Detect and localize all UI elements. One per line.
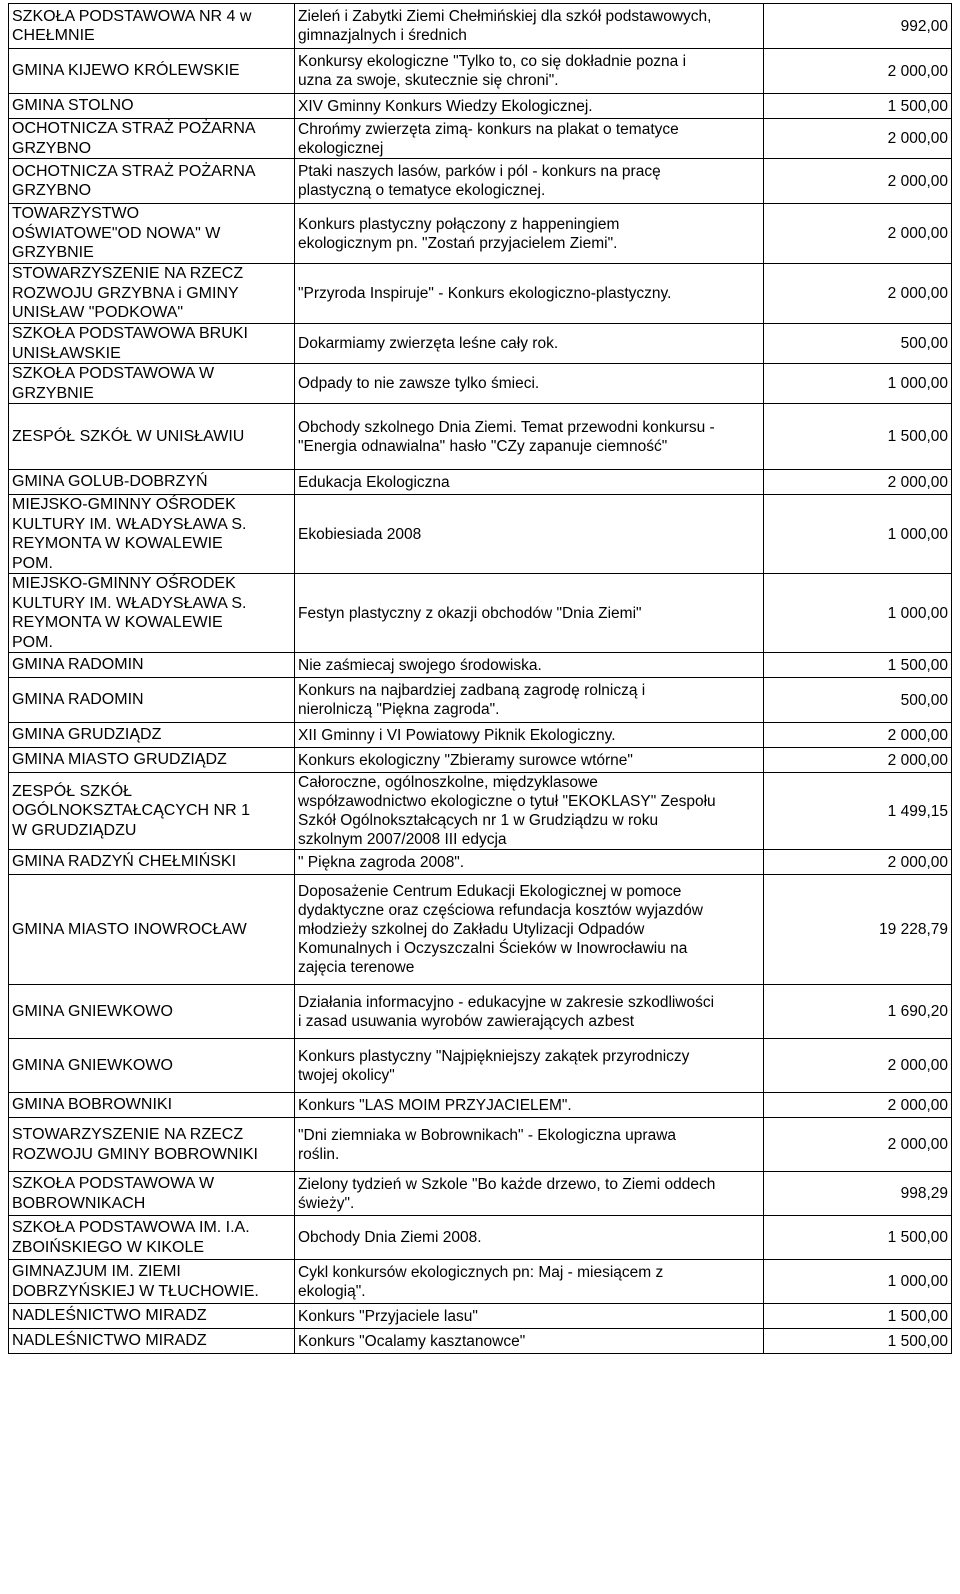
table-row bbox=[9, 1118, 952, 1172]
project-cell bbox=[295, 204, 764, 264]
project-cell-text: Konkurs plastyczny "Najpiękniejszy zakątek przyrodniczy twojej okolicy" bbox=[298, 1047, 690, 1084]
project-cell-text: Konkursy ekologiczne "Tylko to, co się dokładnie pozna i uzna za swoje, skutecznie się chroni". bbox=[298, 53, 687, 89]
project-cell-text: Konkurs plastyczny połączony z happeningiem ekologicznym pn. "Zostań przyjacielem Ziemi". bbox=[298, 215, 620, 252]
project-cell-text: Konkurs "LAS MOIM PRZYJACIELEM". bbox=[298, 1096, 572, 1114]
organization-cell-text: MIEJSKO-GMINNY OŚRODEK KULTURY IM. WŁADYSŁAWA S. REYMONTA W KOWALEWIE POM. bbox=[12, 575, 247, 651]
amount-cell bbox=[764, 364, 952, 404]
amount-cell-text: 1 500,00 bbox=[887, 97, 948, 115]
grants-table bbox=[8, 3, 952, 1354]
organization-cell-text: GMINA MIASTO INOWROCŁAW bbox=[12, 920, 247, 938]
amount-cell-text: 2 000,00 bbox=[887, 1136, 948, 1153]
project-cell-text: Ptaki naszych lasów, parków i pól - konkurs na pracę plastyczną o tematyce ekologicznej. bbox=[298, 163, 661, 199]
table-row bbox=[9, 748, 952, 773]
grants-document bbox=[8, 3, 952, 1354]
amount-cell-text: 1 000,00 bbox=[887, 1273, 948, 1290]
organization-cell bbox=[9, 404, 295, 470]
project-cell-text: " Piękna zagroda 2008". bbox=[298, 853, 465, 871]
amount-cell-text: 2 000,00 bbox=[887, 172, 948, 190]
organization-cell-text: SZKOŁA PODSTAWOWA W BOBROWNIKACH bbox=[12, 1175, 215, 1212]
project-cell bbox=[295, 1216, 764, 1260]
project-cell-text: Edukacja Ekologiczna bbox=[298, 473, 450, 491]
amount-cell bbox=[764, 1260, 952, 1304]
organization-cell bbox=[9, 773, 295, 850]
table-row bbox=[9, 1039, 952, 1093]
project-cell bbox=[295, 119, 764, 159]
amount-cell bbox=[764, 495, 952, 574]
project-cell-text: Obchody Dnia Ziemi 2008. bbox=[298, 1229, 482, 1246]
amount-cell-text: 2 000,00 bbox=[887, 726, 948, 744]
organization-cell bbox=[9, 1216, 295, 1260]
amount-cell-text: 1 000,00 bbox=[887, 375, 948, 392]
amount-cell bbox=[764, 324, 952, 364]
grants-table-body bbox=[9, 4, 952, 1354]
project-cell bbox=[295, 470, 764, 495]
organization-cell bbox=[9, 653, 295, 678]
project-cell bbox=[295, 1093, 764, 1118]
amount-cell-text: 1 499,15 bbox=[887, 802, 948, 820]
organization-cell-text: SZKOŁA PODSTAWOWA IM. I.A. ZBOIŃSKIEGO W KIKOLE bbox=[12, 1219, 250, 1256]
amount-cell bbox=[764, 1216, 952, 1260]
organization-cell-text: NADLEŚNICTWO MIRADZ bbox=[12, 1307, 207, 1325]
organization-cell bbox=[9, 985, 295, 1039]
amount-cell-text: 2 000,00 bbox=[887, 1057, 948, 1074]
project-cell-text: XII Gminny i VI Powiatowy Piknik Ekologiczny. bbox=[298, 726, 616, 744]
amount-cell bbox=[764, 404, 952, 470]
amount-cell bbox=[764, 4, 952, 49]
organization-cell bbox=[9, 495, 295, 574]
amount-cell-text: 1 500,00 bbox=[887, 1332, 948, 1350]
amount-cell-text: 1 000,00 bbox=[887, 604, 948, 622]
organization-cell bbox=[9, 1329, 295, 1354]
amount-cell bbox=[764, 574, 952, 653]
project-cell-text: Zielony tydzień w Szkole "Bo każde drzewo, to Ziemi oddech świeży". bbox=[298, 1175, 716, 1212]
project-cell bbox=[295, 678, 764, 723]
project-cell-text: XIV Gminny Konkurs Wiedzy Ekologicznej. bbox=[298, 97, 593, 115]
amount-cell bbox=[764, 1093, 952, 1118]
project-cell bbox=[295, 49, 764, 94]
organization-cell bbox=[9, 1093, 295, 1118]
project-cell-text: Działania informacyjno - edukacyjne w zakresie szkodliwości i zasad usuwania wyrobów zawierających azbest bbox=[298, 993, 715, 1030]
project-cell-text: Całoroczne, ogólnoszkolne, międzyklasowe współzawodnictwo ekologiczne o tytuł "EKOKLASY" Zespołu Szkół Ogólnokształcących nr 1 w Grudziądzu w roku szkolnym 2007/2008 III edycja bbox=[298, 774, 716, 848]
organization-cell bbox=[9, 159, 295, 204]
amount-cell-text: 1 500,00 bbox=[887, 428, 948, 445]
amount-cell-text: 1 000,00 bbox=[887, 525, 948, 543]
project-cell bbox=[295, 495, 764, 574]
project-cell bbox=[295, 4, 764, 49]
table-row bbox=[9, 364, 952, 404]
amount-cell-text: 2 000,00 bbox=[887, 225, 948, 242]
table-row bbox=[9, 1216, 952, 1260]
project-cell bbox=[295, 875, 764, 985]
project-cell-text: Doposażenie Centrum Edukacji Ekologicznej w pomoce dydaktyczne oraz częściowa refundacja kosztów wyjazdów młodzieży szkolnej do Zakładu Utylizacji Odpadów Komunalnych i Oczyszczalni Ścieków w Inowrocławiu na zajęcia terenowe bbox=[298, 883, 703, 976]
project-cell bbox=[295, 94, 764, 119]
table-row bbox=[9, 773, 952, 850]
amount-cell-text: 2 000,00 bbox=[887, 130, 948, 147]
project-cell-text: Ekobiesiada 2008 bbox=[298, 525, 422, 543]
amount-cell bbox=[764, 850, 952, 875]
amount-cell bbox=[764, 1172, 952, 1216]
project-cell-text: Zieleń i Zabytki Ziemi Chełmińskiej dla szkół podstawowych, gimnazjalnych i średnich bbox=[298, 8, 712, 44]
project-cell-text: Konkurs "Ocalamy kasztanowce" bbox=[298, 1332, 526, 1350]
table-row bbox=[9, 49, 952, 94]
amount-cell bbox=[764, 119, 952, 159]
amount-cell bbox=[764, 94, 952, 119]
table-row bbox=[9, 1093, 952, 1118]
organization-cell-text: GMINA GNIEWKOWO bbox=[12, 1002, 173, 1020]
table-row bbox=[9, 678, 952, 723]
table-row bbox=[9, 470, 952, 495]
organization-cell-text: STOWARZYSZENIE NA RZECZ ROZWOJU GRZYBNA i GMINY UNISŁAW "PODKOWA" bbox=[12, 265, 244, 322]
project-cell bbox=[295, 159, 764, 204]
organization-cell-text: GMINA STOLNO bbox=[12, 97, 134, 115]
project-cell bbox=[295, 1118, 764, 1172]
organization-cell bbox=[9, 324, 295, 364]
organization-cell-text: GIMNAZJUM IM. ZIEMI DOBRZYŃSKIEJ W TŁUCHOWIE. bbox=[12, 1263, 259, 1300]
project-cell-text: Konkurs ekologiczny "Zbieramy surowce wtórne" bbox=[298, 751, 633, 769]
table-row bbox=[9, 723, 952, 748]
organization-cell bbox=[9, 1118, 295, 1172]
organization-cell-text: SZKOŁA PODSTAWOWA W GRZYBNIE bbox=[12, 365, 215, 402]
organization-cell bbox=[9, 470, 295, 495]
organization-cell-text: GMINA GRUDZIĄDZ bbox=[12, 726, 162, 744]
project-cell bbox=[295, 985, 764, 1039]
table-row bbox=[9, 159, 952, 204]
organization-cell-text: OCHOTNICZA STRAŻ POŻARNA GRZYBNO bbox=[12, 162, 256, 199]
project-cell bbox=[295, 1260, 764, 1304]
organization-cell bbox=[9, 364, 295, 404]
project-cell bbox=[295, 404, 764, 470]
project-cell bbox=[295, 364, 764, 404]
table-row bbox=[9, 204, 952, 264]
table-row bbox=[9, 1329, 952, 1354]
table-row bbox=[9, 1260, 952, 1304]
project-cell-text: Konkurs na najbardziej zadbaną zagrodę rolniczą i nierolniczą "Piękna zagroda". bbox=[298, 682, 646, 718]
amount-cell-text: 2 000,00 bbox=[887, 1096, 948, 1114]
organization-cell-text: TOWARZYSTWO OŚWIATOWE"OD NOWA" W GRZYBNIE bbox=[12, 205, 221, 262]
project-cell bbox=[295, 264, 764, 324]
amount-cell bbox=[764, 748, 952, 773]
organization-cell-text: SZKOŁA PODSTAWOWA NR 4 w CHEŁMNIE bbox=[12, 7, 252, 44]
table-row bbox=[9, 1172, 952, 1216]
project-cell bbox=[295, 748, 764, 773]
project-cell bbox=[295, 1172, 764, 1216]
amount-cell-text: 2 000,00 bbox=[887, 853, 948, 871]
organization-cell-text: GMINA RADOMIN bbox=[12, 656, 144, 674]
table-row bbox=[9, 4, 952, 49]
amount-cell-text: 992,00 bbox=[900, 17, 948, 35]
amount-cell bbox=[764, 1039, 952, 1093]
table-row bbox=[9, 94, 952, 119]
amount-cell-text: 1 500,00 bbox=[887, 1229, 948, 1246]
organization-cell-text: SZKOŁA PODSTAWOWA BRUKI UNISŁAWSKIE bbox=[12, 325, 248, 362]
amount-cell bbox=[764, 985, 952, 1039]
amount-cell bbox=[764, 49, 952, 94]
organization-cell bbox=[9, 49, 295, 94]
project-cell bbox=[295, 324, 764, 364]
amount-cell bbox=[764, 1304, 952, 1329]
organization-cell-text: GMINA GOLUB-DOBRZYŃ bbox=[12, 473, 208, 491]
project-cell bbox=[295, 1304, 764, 1329]
organization-cell bbox=[9, 264, 295, 324]
amount-cell-text: 1 690,20 bbox=[887, 1003, 948, 1020]
project-cell-text: "Przyroda Inspiruje" - Konkurs ekologiczno-plastyczny. bbox=[298, 285, 672, 302]
organization-cell bbox=[9, 574, 295, 653]
organization-cell-text: MIEJSKO-GMINNY OŚRODEK KULTURY IM. WŁADYSŁAWA S. REYMONTA W KOWALEWIE POM. bbox=[12, 496, 247, 572]
organization-cell bbox=[9, 875, 295, 985]
table-row bbox=[9, 495, 952, 574]
project-cell bbox=[295, 723, 764, 748]
project-cell bbox=[295, 773, 764, 850]
project-cell bbox=[295, 574, 764, 653]
amount-cell bbox=[764, 678, 952, 723]
project-cell bbox=[295, 850, 764, 875]
amount-cell-text: 2 000,00 bbox=[887, 62, 948, 80]
organization-cell-text: GMINA BOBROWNIKI bbox=[12, 1096, 173, 1114]
organization-cell-text: GMINA RADZYŃ CHEŁMIŃSKI bbox=[12, 853, 237, 871]
table-row bbox=[9, 404, 952, 470]
project-cell-text: Cykl konkursów ekologicznych pn: Maj - miesiącem z ekologią". bbox=[298, 1263, 664, 1300]
amount-cell-text: 19 228,79 bbox=[879, 921, 948, 938]
organization-cell bbox=[9, 1039, 295, 1093]
organization-cell-text: GMINA MIASTO GRUDZIĄDZ bbox=[12, 751, 227, 769]
project-cell-text: Obchody szkolnego Dnia Ziemi. Temat przewodni konkursu - "Energia odnawialna" hasło "CZy zapanuje ciemność" bbox=[298, 418, 715, 455]
project-cell-text: Nie zaśmiecaj swojego środowiska. bbox=[298, 656, 542, 674]
amount-cell-text: 1 500,00 bbox=[887, 656, 948, 674]
table-row bbox=[9, 653, 952, 678]
table-row bbox=[9, 264, 952, 324]
amount-cell-text: 2 000,00 bbox=[887, 751, 948, 769]
amount-cell bbox=[764, 204, 952, 264]
amount-cell bbox=[764, 773, 952, 850]
organization-cell-text: ZESPÓŁ SZKÓŁ OGÓLNOKSZTAŁCĄCYCH NR 1 W GRUDZIĄDZU bbox=[12, 782, 250, 839]
organization-cell-text: OCHOTNICZA STRAŻ POŻARNA GRZYBNO bbox=[12, 120, 256, 157]
amount-cell bbox=[764, 723, 952, 748]
amount-cell bbox=[764, 264, 952, 324]
project-cell-text: Konkurs "Przyjaciele lasu" bbox=[298, 1307, 478, 1325]
organization-cell bbox=[9, 204, 295, 264]
project-cell bbox=[295, 653, 764, 678]
organization-cell bbox=[9, 4, 295, 49]
organization-cell-text: ZESPÓŁ SZKÓŁ W UNISŁAWIU bbox=[12, 427, 245, 445]
table-row bbox=[9, 574, 952, 653]
amount-cell bbox=[764, 875, 952, 985]
organization-cell-text: GMINA RADOMIN bbox=[12, 691, 144, 709]
table-row bbox=[9, 985, 952, 1039]
amount-cell-text: 500,00 bbox=[900, 335, 948, 352]
organization-cell bbox=[9, 850, 295, 875]
project-cell bbox=[295, 1039, 764, 1093]
amount-cell-text: 2 000,00 bbox=[887, 473, 948, 491]
amount-cell bbox=[764, 470, 952, 495]
amount-cell bbox=[764, 159, 952, 204]
project-cell-text: Odpady to nie zawsze tylko śmieci. bbox=[298, 375, 540, 392]
organization-cell-text: GMINA GNIEWKOWO bbox=[12, 1056, 173, 1074]
amount-cell-text: 2 000,00 bbox=[887, 285, 948, 302]
organization-cell bbox=[9, 119, 295, 159]
organization-cell-text: NADLEŚNICTWO MIRADZ bbox=[12, 1332, 207, 1350]
organization-cell bbox=[9, 678, 295, 723]
organization-cell-text: STOWARZYSZENIE NA RZECZ ROZWOJU GMINY BOBROWNIKI bbox=[12, 1126, 258, 1163]
table-row bbox=[9, 850, 952, 875]
project-cell-text: Dokarmiamy zwierzęta leśne cały rok. bbox=[298, 335, 559, 352]
organization-cell bbox=[9, 1304, 295, 1329]
project-cell-text: Festyn plastyczny z okazji obchodów "Dnia Ziemi" bbox=[298, 604, 642, 622]
organization-cell bbox=[9, 748, 295, 773]
organization-cell-text: GMINA KIJEWO KRÓLEWSKIE bbox=[12, 62, 240, 80]
organization-cell bbox=[9, 1172, 295, 1216]
project-cell bbox=[295, 1329, 764, 1354]
amount-cell-text: 998,29 bbox=[900, 1185, 948, 1202]
table-row bbox=[9, 119, 952, 159]
amount-cell bbox=[764, 653, 952, 678]
amount-cell bbox=[764, 1118, 952, 1172]
project-cell-text: "Dni ziemniaka w Bobrownikach" - Ekologiczna uprawa roślin. bbox=[298, 1126, 677, 1163]
amount-cell bbox=[764, 1329, 952, 1354]
organization-cell bbox=[9, 723, 295, 748]
table-row bbox=[9, 1304, 952, 1329]
organization-cell bbox=[9, 1260, 295, 1304]
table-row bbox=[9, 875, 952, 985]
organization-cell bbox=[9, 94, 295, 119]
amount-cell-text: 1 500,00 bbox=[887, 1307, 948, 1325]
project-cell-text: Chrońmy zwierzęta zimą- konkurs na plakat o tematyce ekologicznej bbox=[298, 120, 679, 157]
table-row bbox=[9, 324, 952, 364]
amount-cell-text: 500,00 bbox=[900, 691, 948, 709]
